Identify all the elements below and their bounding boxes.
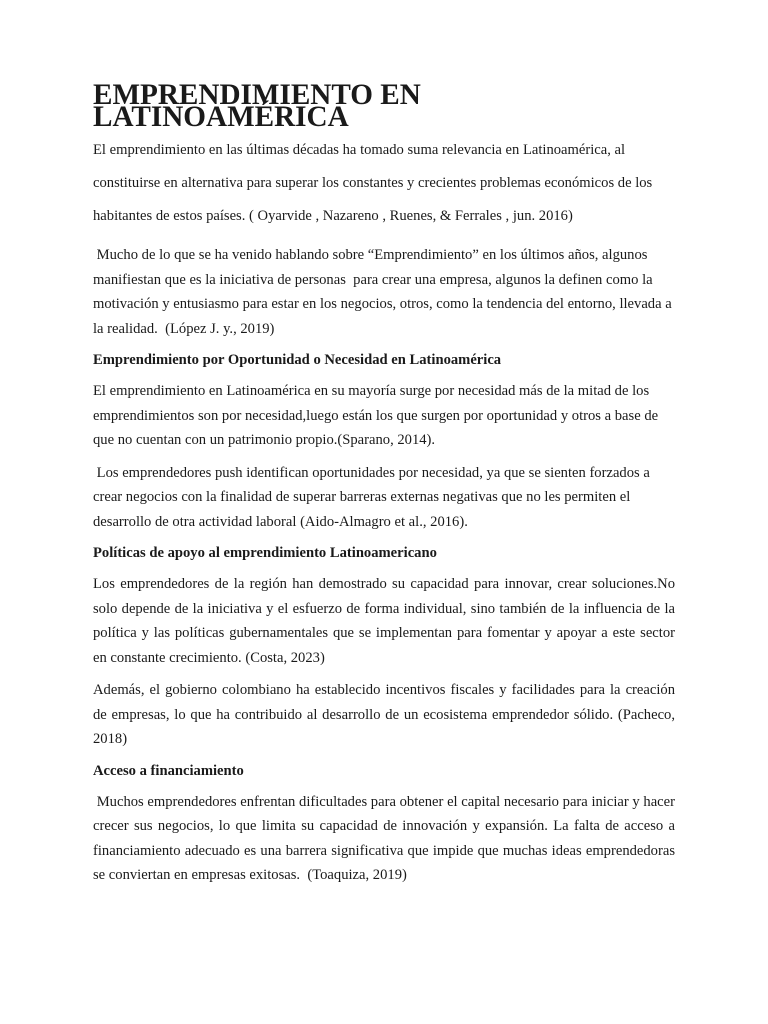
body-paragraph: El emprendimiento en Latinoamérica en su mayoría surge por necesidad más de la mitad de los emprendimientos son por necesidad,luego están los que surgen por oportunidad y otros a base de que no cuentan con un patrimonio propio.(Sparano, 2014).	[93, 383, 659, 448]
section-heading-politicas: Políticas de apoyo al emprendimiento Latinoamericano	[93, 545, 437, 561]
document-page	[93, 79, 679, 896]
section-heading-oportunidad: Emprendimiento por Oportunidad o Necesidad en Latinoamérica	[93, 352, 502, 368]
body-paragraph: Muchos emprendedores enfrentan dificultades para obtener el capital necesario para iniciar y hacer crecer sus negocios, lo que limita su capacidad de innovación y expansión. La falta de acceso a financiamiento adecuado es una barrera significativa que impide que muchas ideas emprendedoras se conviertan en empresas exitosas. (Toaquiza, 2019)	[93, 793, 679, 883]
body-paragraph: Además, el gobierno colombiano ha establecido incentivos fiscales y facilidades para la creación de empresas, lo que ha contribuido al desarrollo de un ecosistema emprendedor sólido. (Pacheco, 2018)	[93, 682, 675, 747]
body-paragraph: Mucho de lo que se ha venido hablando sobre “Emprendimiento” en los últimos años, algunos manifiestan que es la iniciativa de personas para crear una empresa, algunos la definen como la motivación y entusiasmo para estar en los negocios, otros, como la tendencia del entorno, llevada a la realidad. (López J. y., 2019)	[93, 247, 676, 337]
body-paragraph: Los emprendedores de la región han demostrado su capacidad para innovar, crear soluciones.No solo depende de la iniciativa y el esfuerzo de forma individual, sino también de la influencia de la política y las políticas gubernamentales que se implementan para fomentar y apoyar a este sector en constante crecimiento. (Costa, 2023)	[93, 576, 675, 666]
intro-paragraph: El emprendimiento en las últimas décadas ha tomado suma relevancia en Latinoamérica, al constituirse en alternativa para superar los constantes y crecientes problemas económicos de los habitantes de estos países. ( Oyarvide , Nazareno , Ruenes, & Ferrales , jun. 2016)	[93, 142, 653, 224]
body-paragraph: Los emprendedores push identifican oportunidades por necesidad, ya que se sienten forzados a crear negocios con la finalidad de superar barreras externas negativas que no les permiten el desarrollo de otra actividad laboral (Aido-Almagro et al., 2016).	[93, 464, 654, 530]
section-heading-financiamiento: Acceso a financiamiento	[93, 762, 244, 779]
page-title: EMPRENDIMIENTO EN LATINOAMÉRICA	[93, 79, 421, 133]
